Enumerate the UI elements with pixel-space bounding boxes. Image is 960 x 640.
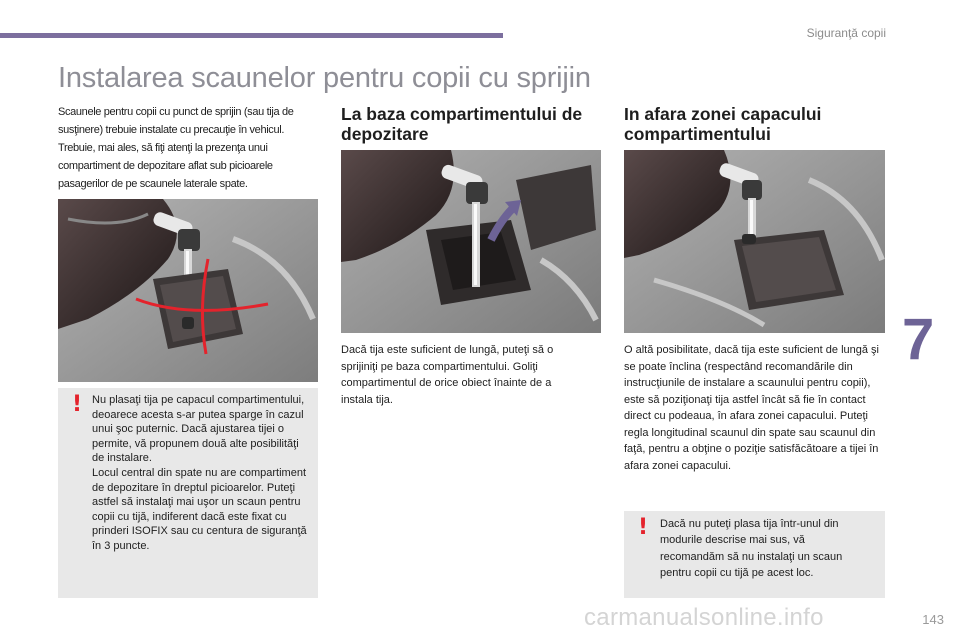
- warning-icon: !: [72, 392, 83, 417]
- chapter-number: 7: [902, 307, 935, 372]
- photo-support-leg-outside-lid: [624, 150, 885, 333]
- illustration-forbidden: [58, 199, 318, 382]
- page-title: Instalarea scaunelor pentru copii cu sprijin: [58, 62, 591, 94]
- warning-icon: !: [638, 515, 649, 540]
- warning-panel-right: [624, 511, 885, 598]
- text-outside-lid: O altă posibilitate, dacă tija este suficient de lungă şi se poate înclina (respectând recomandările din instrucţiunile de instalare a scaunului pentru copii), este să poziţionaţi tija astfel încât să fie în contact direct cu podeaua, în afara zonei capacului. Puteţi regla longitudinal scaunul din spate sau scaunul din faţă, pentru a obţine o poziţie satisfăcătoare a tijei în afara zonei capacului.: [624, 344, 879, 472]
- photo-support-leg-on-lid-forbidden: [58, 199, 318, 382]
- warning-text-right: Dacă nu puteţi plasa tija într-unul din modurile descrise mai sus, vă recomandăm să nu instalaţi un scaun pentru copii cu tijă pe acest loc.: [660, 518, 843, 580]
- page-number: 143: [922, 612, 944, 627]
- illustration-compartment-base: [341, 150, 601, 333]
- section-label: Siguranţă copii: [806, 26, 886, 40]
- photo-support-leg-on-compartment-base: [341, 150, 601, 333]
- text-storage-base: Dacă tija este suficient de lungă, puteţi să o sprijiniţi pe baza compartimentului. Goliţi compartimentul de orice obiect înainte de a instala tija.: [341, 344, 554, 406]
- warning-panel-left: [58, 388, 318, 598]
- heading-outside-lid: In afara zonei capacului compartimentului: [624, 104, 822, 144]
- warning-text-left: Nu plasaţi tija pe capacul compartimentului, deoarece acesta s-ar putea sparge în cazul unui şoc puternic. Dacă ajustarea tijei o permite, vă propunem două alte posibilităţi de instalare. Locul central din spate nu are compartiment de depozitare în dreptul picioarelor. Puteţi astfel să instalaţi mai uşor un scaun pentru copii cu tijă, indiferent dacă este fixat cu prinderi ISOFIX sau cu centura de siguranţă în 3 puncte.: [92, 394, 307, 552]
- header-accent-bar: [0, 33, 503, 38]
- heading-storage-base: La baza compartimentului de depozitare: [341, 104, 583, 144]
- intro-paragraph: Scaunele pentru copii cu punct de sprijin (sau tija de susţinere) trebuie instalate cu precauţie în vehicul. Trebuie, mai ales, să fiţi atenţi la prezenţa unui compartiment de depozitare aflat sub picioarele pasagerilor de pe scaunele laterale spate.: [58, 106, 294, 190]
- watermark: carmanualsonline.info: [584, 604, 824, 631]
- illustration-outside-lid: [624, 150, 885, 333]
